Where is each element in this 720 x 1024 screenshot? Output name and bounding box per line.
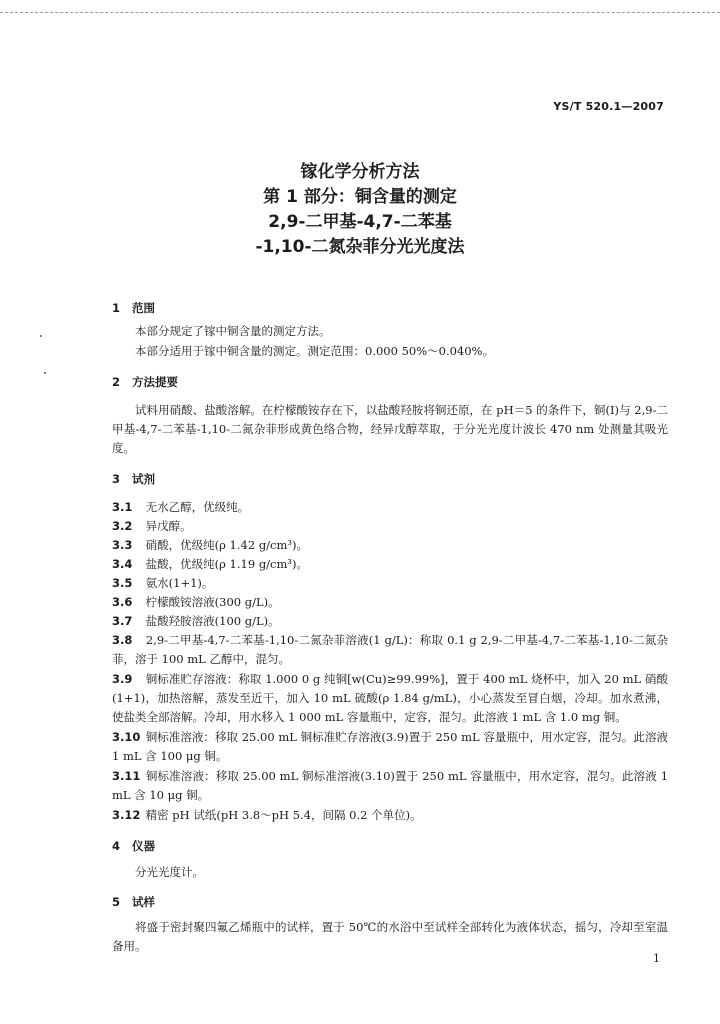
item-text: 氨水(1+1)。 [145,576,214,590]
section-heading-apparatus [112,838,155,854]
section-title: 仪器 [132,839,156,853]
section-heading-reagents [112,471,155,487]
section-number: 3 [112,472,121,486]
item-number: 3.9 [112,672,133,686]
section-heading-sample [112,894,155,910]
section-number: 1 [112,301,121,315]
item-text: 铜标准溶液：移取 25.00 mL 铜标准溶液(3.10)置于 250 mL 容量瓶中，用水定容，混匀。此溶液 1 mL 含 10 μg 铜。 [112,769,669,802]
section-title: 范围 [132,301,156,315]
reagent-item [112,498,668,517]
item-number: 3.2 [112,519,133,533]
item-text: 铜标准溶液：移取 25.00 mL 铜标准贮存溶液(3.9)置于 250 mL 容量瓶中，用水定容，混匀。此溶液 1 mL 含 100 μg 铜。 [112,730,668,763]
title-line-2: 第 1 部分：铜含量的测定 [263,187,457,207]
reagent-item [112,593,668,612]
reagent-item [112,536,668,555]
standard-code: YS/T 520.1—2007 [553,100,664,113]
page-number: 1 [653,952,660,965]
item-number: 3.3 [112,538,133,552]
item-number: 3.8 [112,633,133,647]
item-number: 3.1 [112,500,133,514]
reagent-item [112,574,668,593]
item-number: 3.10 [112,730,141,744]
scan-speck [44,372,46,374]
section-title: 试剂 [132,472,156,486]
reagent-item [112,555,668,574]
item-text: 铜标准贮存溶液：称取 1.000 0 g 纯铜[w(Cu)≥99.99%]，置于 400 mL 烧杯中，加入 20 mL 硝酸(1+1)，加热溶解，蒸发至近干，加入 10 mL 硫酸(ρ 1.84 g/mL)，小心蒸发至冒白烟，冷却。加水煮沸，使盐类全部溶解。冷却，用水移入 1 000 mL 容量瓶中，定容，混匀。此溶液 1 mL 含 1.0 mg 铜。 [112,672,668,724]
section-heading-scope [112,300,155,316]
reagent-item [112,612,668,631]
item-text: 无水乙醇，优级纯。 [145,500,250,514]
reagent-item [112,806,668,825]
item-number: 3.11 [112,769,141,783]
section-number: 4 [112,839,121,853]
reagent-item [112,517,668,536]
item-text: 精密 pH 试纸(pH 3.8～pH 5.4，间隔 0.2 个单位)。 [145,808,422,822]
document-title [0,160,720,260]
item-text: 2,9-二甲基-4,7-二苯基-1,10-二氮杂菲溶液(1 g/L)：称取 0.1 g 2,9-二甲基-4,7-二苯基-1,10-二氮杂菲，溶于 100 mL 乙醇中，混匀。 [112,633,669,666]
top-border-line [0,12,720,13]
item-text: 盐酸，优级纯(ρ 1.19 g/cm³)。 [145,557,308,571]
reagent-item [112,767,668,805]
title-line-4: -1,10-二氮杂菲分光光度法 [255,237,465,257]
paragraph: 本部分适用于镓中铜含量的测定。测定范围：0.000 50%～0.040%。 [135,344,494,358]
title-line-3: 2,9-二甲基-4,7-二苯基 [268,212,452,232]
item-text: 盐酸羟胺溶液(100 g/L)。 [145,614,280,628]
scan-speck [40,335,42,337]
item-text: 柠檬酸铵溶液(300 g/L)。 [145,595,280,609]
item-number: 3.5 [112,576,133,590]
section-number: 2 [112,375,121,389]
section-title: 方法提要 [132,375,179,389]
item-number: 3.7 [112,614,133,628]
reagent-item [112,670,668,727]
paragraph: 试料用硝酸、盐酸溶解。在柠檬酸铵存在下，以盐酸羟胺将铜还原，在 pH＝5 的条件下，铜(Ⅰ)与 2,9-二甲基-4,7-二苯基-1,10-二氮杂菲形成黄色络合物，经异戊醇萃取，于分光光度计波长 470 nm 处测量其吸光度。 [112,403,668,455]
item-number: 3.6 [112,595,133,609]
section-heading-principle [112,374,178,390]
paragraph: 分光光度计。 [135,865,204,879]
item-text: 硝酸，优级纯(ρ 1.42 g/cm³)。 [145,538,308,552]
section-title: 试样 [132,895,156,909]
item-text: 异戊醇。 [145,519,192,533]
reagent-item [112,631,668,669]
section-number: 5 [112,895,121,909]
title-line-1: 镓化学分析方法 [300,162,420,182]
paragraph: 将盛于密封聚四氟乙烯瓶中的试样，置于 50℃的水浴中至试样全部转化为液体状态，摇匀，冷却至室温备用。 [112,920,668,953]
item-number: 3.4 [112,557,133,571]
paragraph: 本部分规定了镓中铜含量的测定方法。 [135,324,331,338]
reagent-item [112,728,668,766]
item-number: 3.12 [112,808,141,822]
